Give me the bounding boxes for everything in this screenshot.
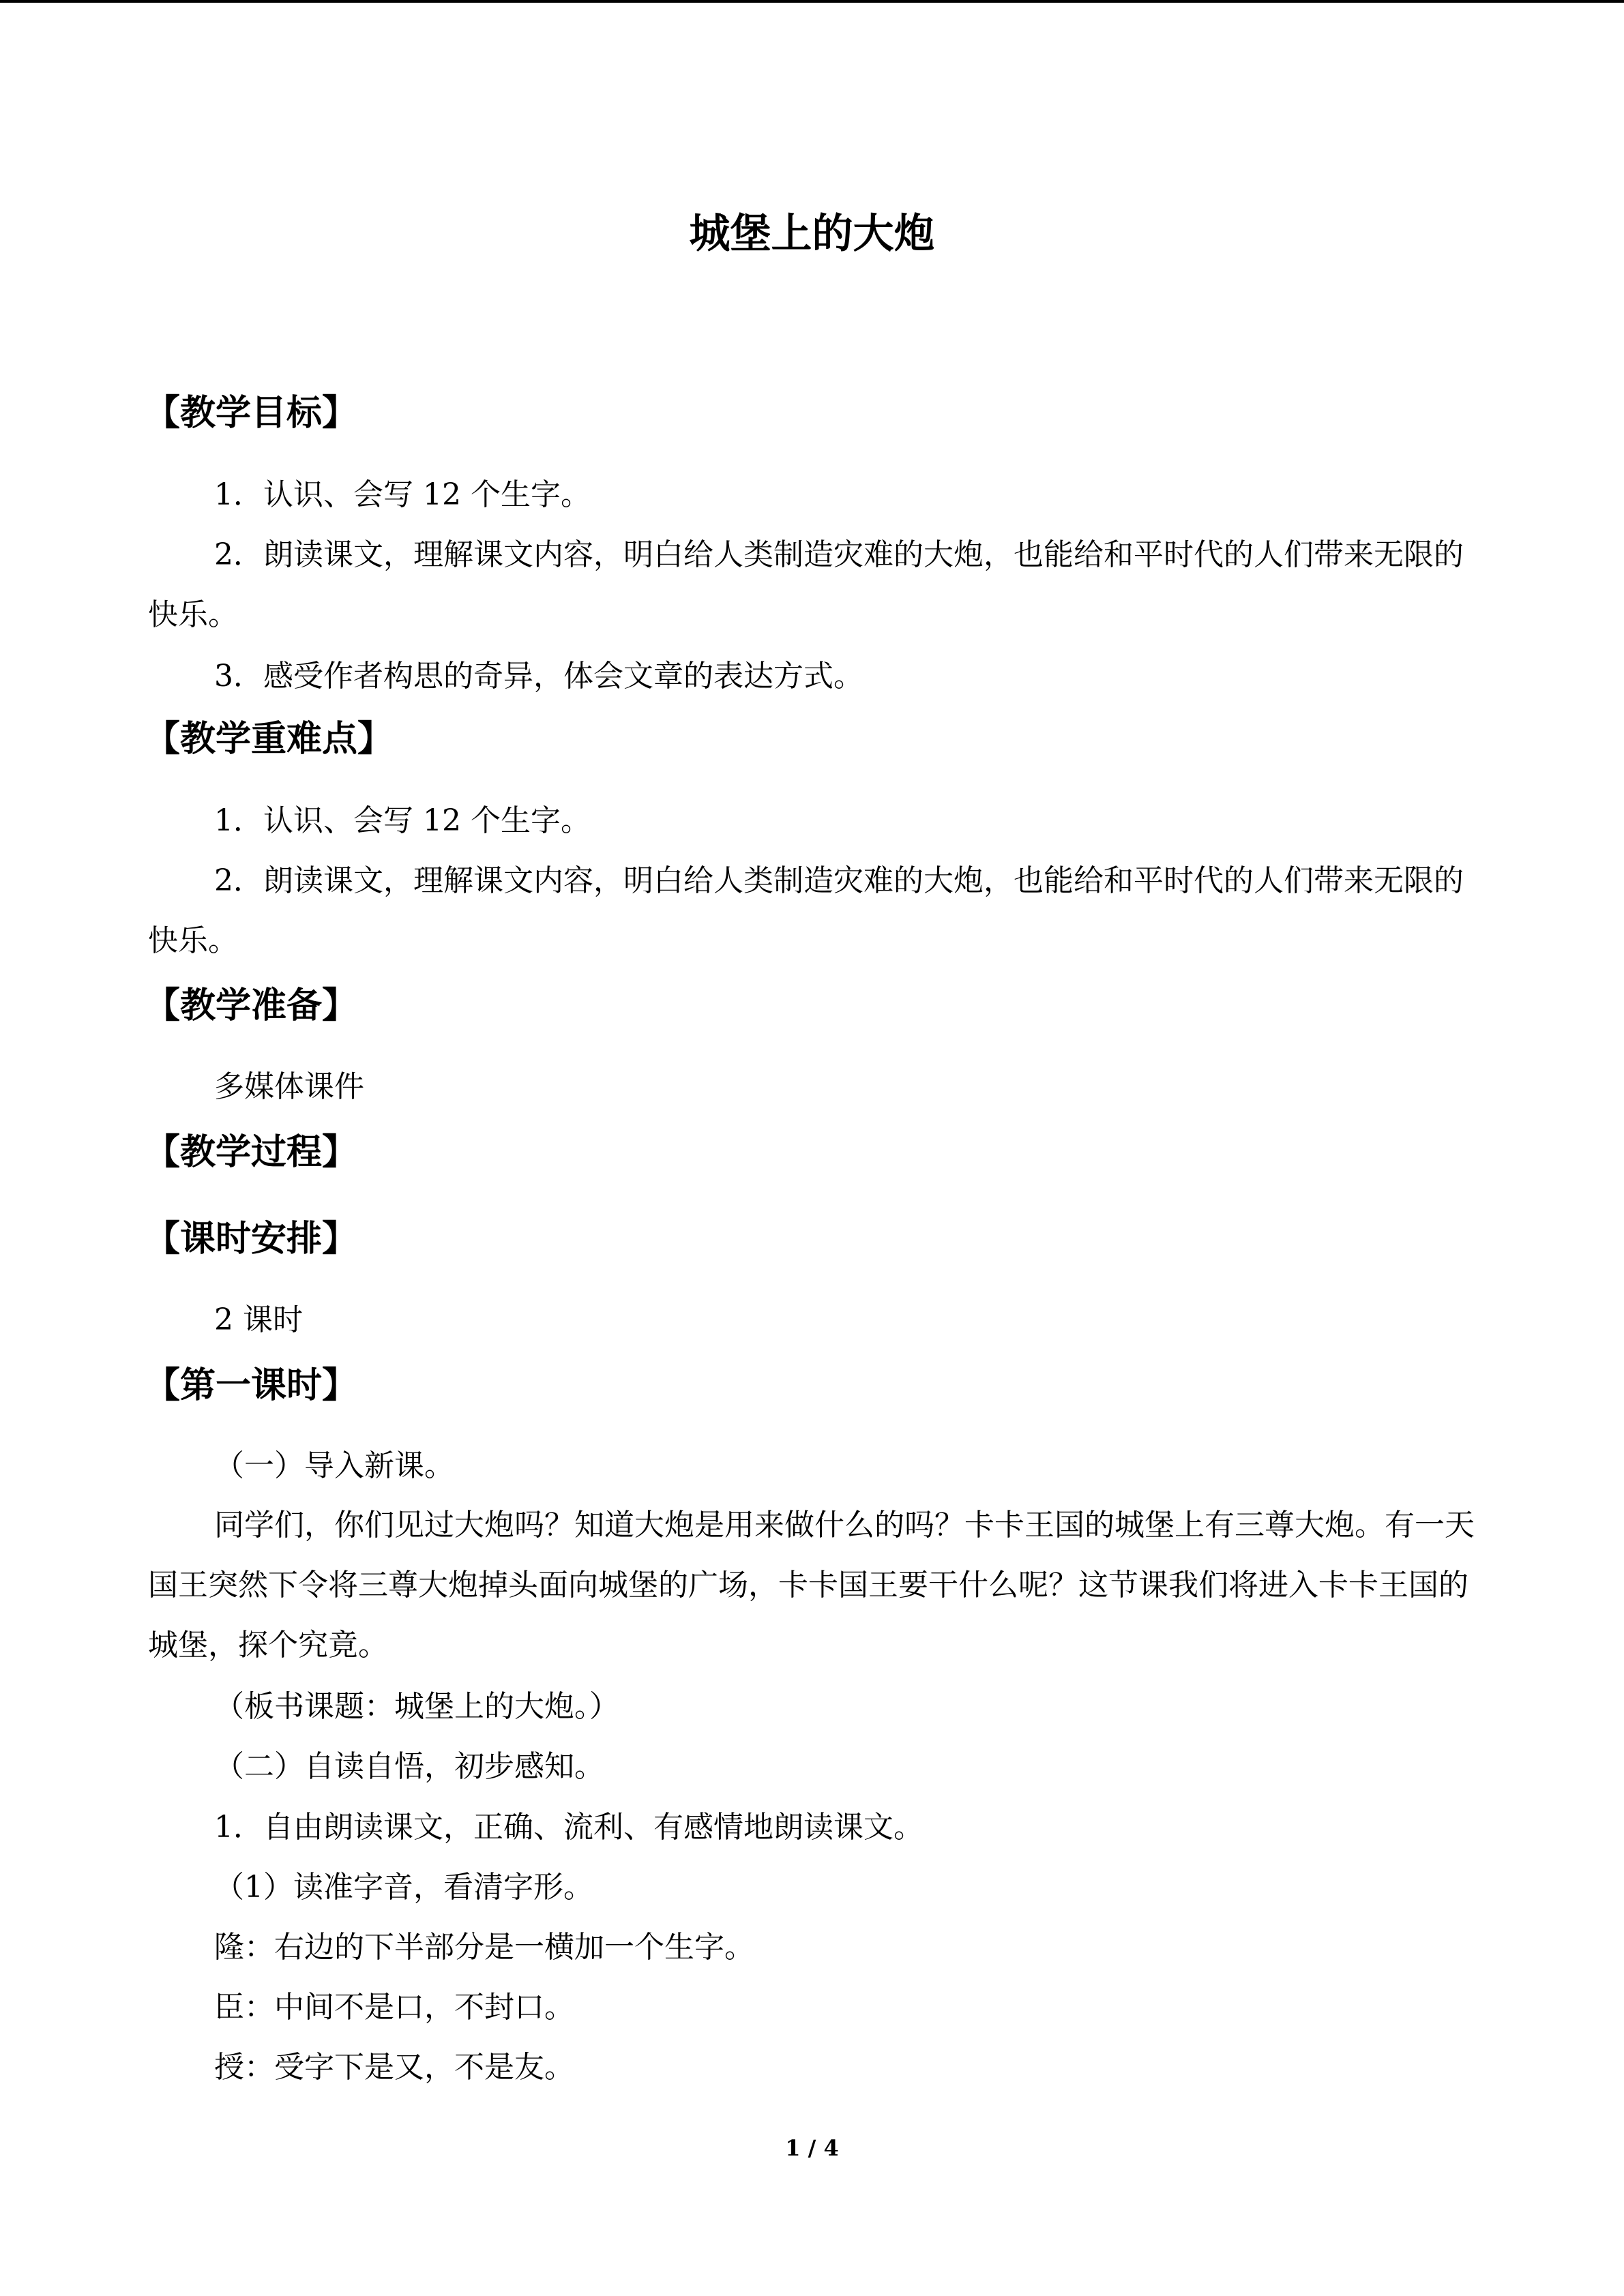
first-lesson-line-9: 授：受字下是又，不是友。 — [214, 2050, 574, 2085]
first-lesson-line-5: 1．自由朗读课文，正确、流利、有感情地朗读课文。 — [214, 1810, 924, 1845]
first-lesson-line-1: （一）导入新课。 — [214, 1448, 454, 1483]
heading-key-points: 【教学重难点】 — [145, 718, 394, 760]
preparation-text: 多媒体课件 — [214, 1069, 364, 1104]
heading-preparation: 【教学准备】 — [145, 985, 358, 1026]
first-lesson-line-7: 隆：右边的下半部分是一横加一个生字。 — [214, 1930, 754, 1965]
first-lesson-line-4: （二）自读自悟，初步感知。 — [214, 1749, 604, 1784]
first-lesson-paragraph-intro: 同学们，你们见过大炮吗？知道大炮是用来做什么的吗？卡卡王国的城堡上有三尊大炮。有一天国王突然下令将三尊大炮掉头面向城堡的广场，卡卡国王要干什么呢？这节课我们将进入卡卡王国的城堡，探个究竟。 — [148, 1508, 1475, 1663]
key-point-item-1: 1．认识、会写 12 个生字。 — [214, 803, 591, 838]
first-lesson-line-3: （板书课题：城堡上的大炮。） — [214, 1689, 619, 1724]
heading-schedule: 【课时安排】 — [145, 1218, 358, 1259]
schedule-text: 2 课时 — [214, 1302, 303, 1337]
goal-item-3: 3．感受作者构思的奇异，体会文章的表达方式。 — [214, 659, 863, 694]
heading-teaching-goals: 【教学目标】 — [145, 392, 358, 434]
goal-item-1: 1．认识、会写 12 个生字。 — [214, 477, 591, 512]
first-lesson-line-6: （1）读准字音，看清字形。 — [214, 1870, 593, 1905]
key-point-item-2: 2．朗读课文，理解课文内容，明白给人类制造灾难的大炮，也能给和平时代的人们带来无限的快乐。 — [148, 863, 1464, 958]
document-title: 城堡上的大炮 — [689, 210, 935, 258]
page-indicator: 1 / 4 — [785, 2135, 839, 2161]
first-lesson-line-8: 臣：中间不是口，不封口。 — [214, 1990, 574, 2025]
goal-item-2: 2．朗读课文，理解课文内容，明白给人类制造灾难的大炮，也能给和平时代的人们带来无限的快乐。 — [148, 537, 1464, 632]
heading-first-lesson: 【第一课时】 — [145, 1365, 358, 1406]
heading-process: 【教学过程】 — [145, 1131, 358, 1173]
